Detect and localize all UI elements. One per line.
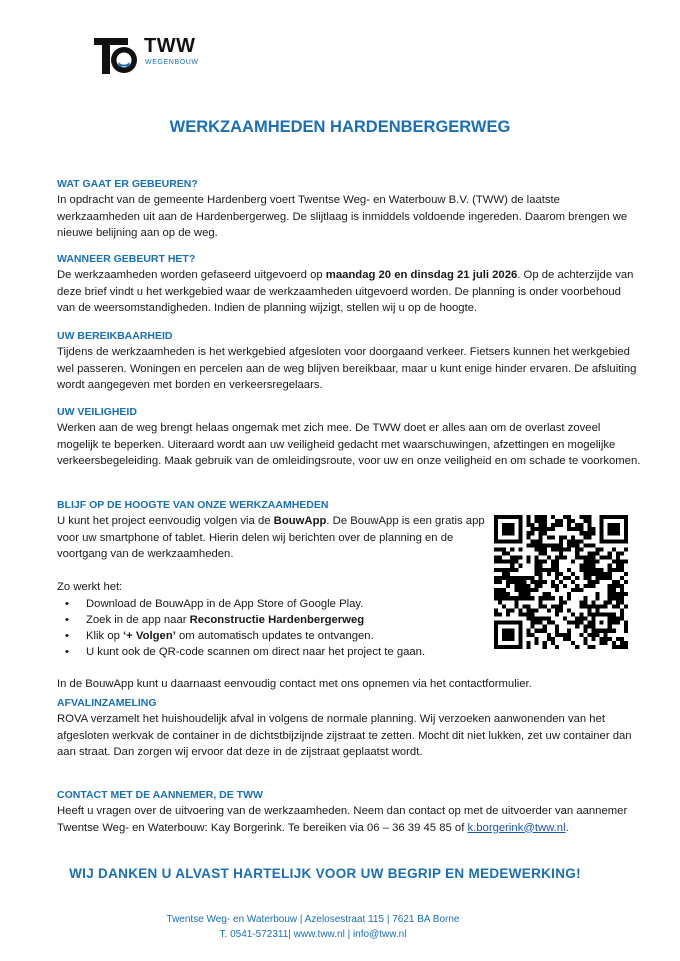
- text-pre: De werkzaamheden worden gefaseerd uitgevoerd op: [57, 269, 326, 281]
- section-text: [57, 803, 642, 836]
- contact-text: Heeft u vragen over de uitvoering van de werkzaamheden. Neem dan contact op met de uitvoerder van aannemer Twentse Weg- en Waterbouw: Kay Borgerink. Te bereiken via 06 – 36 39 45 85 of: [57, 805, 628, 834]
- step-text: om automatisch updates te ontvangen.: [175, 630, 374, 642]
- date-highlight: maandag 20 en dinsdag 21 juli 2026: [325, 269, 518, 281]
- project-name: Reconstructie Hardenbergerweg: [189, 614, 365, 626]
- section-heading: UW BEREIKBAARHEID: [57, 330, 173, 342]
- section-veiligheid: [57, 405, 642, 470]
- section-bereikbaarheid: [57, 329, 642, 394]
- list-item: • Download de BouwApp in de App Store of Google Play.: [57, 596, 642, 612]
- email-link[interactable]: k.borgerink@tww.nl: [467, 821, 566, 834]
- section-heading: WANNEER GEBEURT HET?: [57, 253, 196, 265]
- step-text: Zoek in de app naar: [86, 614, 190, 626]
- footer-address: Twentse Weg- en Waterbouw | Azelosestraat 115 | 7621 BA Borne: [166, 914, 460, 925]
- logo-subtitle: WEGENBOUW: [145, 59, 199, 66]
- text-post: . Op de achterzijde van deze brief vindt u het werkgebied waar de werkzaamheden uitgevoerd worden. De planning is onder voorbehoud van de weersomstandigheden. Indien de planning wijzigt, stellen wij u op de hoogte.: [57, 269, 634, 314]
- how-it-works-label: Zo werkt het:: [57, 580, 123, 593]
- page-title: WERKZAAMHEDEN HARDENBERGERWEG: [169, 118, 511, 136]
- qr-code-icon[interactable]: [494, 515, 628, 649]
- logo-brand: TWW: [144, 35, 196, 57]
- footer: [0, 912, 626, 942]
- list-item: • U kunt ook de QR-code scannen om direct naar het project te gaan.: [57, 644, 642, 660]
- section-heading: WAT GAAT ER GEBEUREN?: [57, 178, 198, 190]
- step-text: Klik op: [86, 630, 124, 642]
- section-heading: AFVALINZAMELING: [57, 697, 157, 709]
- section-text: ROVA verzamelt het huishoudelijk afval in volgens de normale planning. Wij verzoeken aanwonenden van het afgesloten werkvak de container in de dichtstbijzijnde zijstraat te zetten. Mocht dit niet lukken, zet uw container dan aan straat. Dan zorgen wij ervoor dat deze in de zijstraat geplaatst wordt.: [57, 713, 632, 758]
- section-wanneer-gebeurt-het: [57, 252, 642, 317]
- section-afvalinzameling: [57, 696, 642, 761]
- section-text: In opdracht van de gemeente Hardenberg voert Twentse Weg- en Waterbouw B.V. (TWW) de laatste werkzaamheden uit aan de Hardenbergerweg. De slijtlaag is inmiddels voldoende ingereden. Daarom brengen we nieuwe belijning aan op de weg.: [57, 194, 628, 239]
- bouwapp-highlight: BouwApp: [273, 515, 327, 527]
- text-end: .: [565, 821, 569, 834]
- follow-label: ‘+ Volgen’: [123, 630, 176, 642]
- section-text: Tijdens de werkzaamheden is het werkgebied afgesloten voor doorgaand verkeer. Fietsers kunnen het werkgebied wel passeren. Woningen en percelen aan de weg blijven bereikbaar, maar u kunt enige hinder ervaren. De afsluiting wordt aangegeven met borden en verkeersregelaars.: [57, 346, 637, 391]
- section-heading: UW VEILIGHEID: [57, 406, 137, 418]
- section-wat-gaat-er-gebeuren: [57, 177, 642, 242]
- section-heading: CONTACT MET DE AANNEMER, DE TWW: [57, 789, 263, 801]
- tww-logo-mark-icon: [94, 35, 140, 77]
- footer-contact: T. 0541-572311| www.tww.nl | info@tww.nl: [219, 929, 407, 940]
- section-heading: BLIJF OP DE HOOGTE VAN ONZE WERKZAAMHEDEN: [57, 499, 329, 511]
- section-text: Werken aan de weg brengt helaas ongemak met zich mee. De TWW doet er alles aan om de overlast zoveel mogelijk te beperken. Uiteraard wordt aan uw veiligheid gedacht met waarschuwingen, afzettingen en mogelijke verkeersbegeleiding. Maak gebruik van de omleidingsroute, voor uw en onze veiligheid en om schade te voorkomen.: [57, 422, 641, 467]
- company-logo: [94, 35, 214, 77]
- section-contact: [57, 788, 642, 836]
- section-text: [57, 513, 487, 563]
- text-post: . De BouwApp is een gratis app voor uw smartphone of tablet. Hierin delen wij berichten over de planning en de voortgang van de werkzaamheden.: [57, 515, 485, 560]
- text-pre: U kunt het project eenvoudig volgen via de: [57, 515, 274, 527]
- section-text: [57, 267, 642, 317]
- section-text: In de BouwApp kunt u daarnaast eenvoudig contact met ons opnemen via het contactformulier.: [57, 678, 532, 690]
- thank-you-message: WIJ DANKEN U ALVAST HARTELIJK VOOR UW BEGRIP EN MEDEWERKING!: [69, 866, 581, 881]
